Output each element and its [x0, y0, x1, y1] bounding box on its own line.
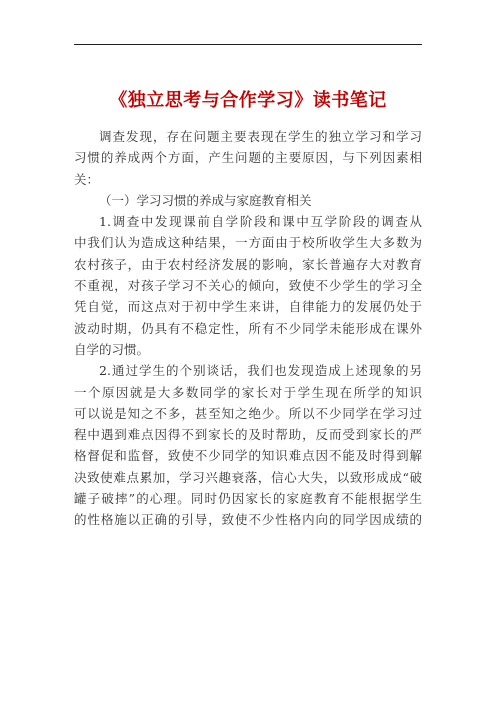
paragraph-line: 罐子破摔”的心理。同时仍因家长的家庭教育不能根据学生 [74, 491, 422, 507]
paragraph-line: 决致使难点累加，学习兴趣衰落，信心大失，以致形成成“破 [74, 469, 422, 485]
paragraph-line: 一个原因就是大多数同学的家长对于学生现在所学的知识 [74, 384, 422, 400]
paragraph-line: 程中遇到难点因得不到家长的及时帮助，反而受到家长的严 [74, 427, 422, 443]
paragraph-line: 波动时期，仍具有不稳定性，所有不少同学未能形成在课外 [74, 320, 422, 336]
paragraph-line: 凭自觉，而这点对于初中学生来讲，自律能力的发展仍处于 [74, 299, 422, 315]
paragraph-line: 关： [74, 171, 100, 187]
document-title: 《独立思考与合作学习》读书笔记 [109, 90, 387, 111]
paragraph-line: 调查发现，存在问题主要表现在学生的独立学习和学习 [99, 129, 422, 144]
paragraph-line: 自学的习惯。 [74, 341, 150, 357]
paragraph-line: 农村孩子，由于农村经济发展的影响，家长普遍存大对教育 [74, 256, 422, 272]
paragraph [74, 190, 422, 211]
header-rule [74, 44, 422, 45]
paragraph-line: 不重视，对孩子学习不关心的倾向，致使不少学生的学习全 [74, 278, 422, 294]
paragraph-line: 格督促和监督，致使不少同学的知识难点因不能及时得到解 [74, 448, 422, 464]
paragraph-line: 2.通过学生的个别谈话，我们也发现造成上述现象的另 [99, 363, 422, 379]
paragraph-line: （一）学习习惯的养成与家庭教育相关 [99, 192, 312, 208]
document-body [74, 126, 422, 531]
paragraph-line: 的性格施以正确的引导，致使不少性格内向的同学因成绩的 [74, 512, 422, 528]
paragraph-line: 中我们认为造成这种结果，一方面由于校所收学生大多数为 [74, 235, 422, 251]
paragraph [74, 211, 422, 360]
paragraph [74, 126, 422, 190]
paragraph [74, 360, 422, 530]
paragraph-line: 习惯的养成两个方面，产生问题的主要原因，与下列因素相 [74, 150, 422, 166]
paragraph-line: 1.调查中发现课前自学阶段和课中互学阶段的调查从 [99, 214, 422, 230]
paragraph-line: 可以说是知之不多，甚至知之绝少。所以不少同学在学习过 [74, 405, 422, 421]
